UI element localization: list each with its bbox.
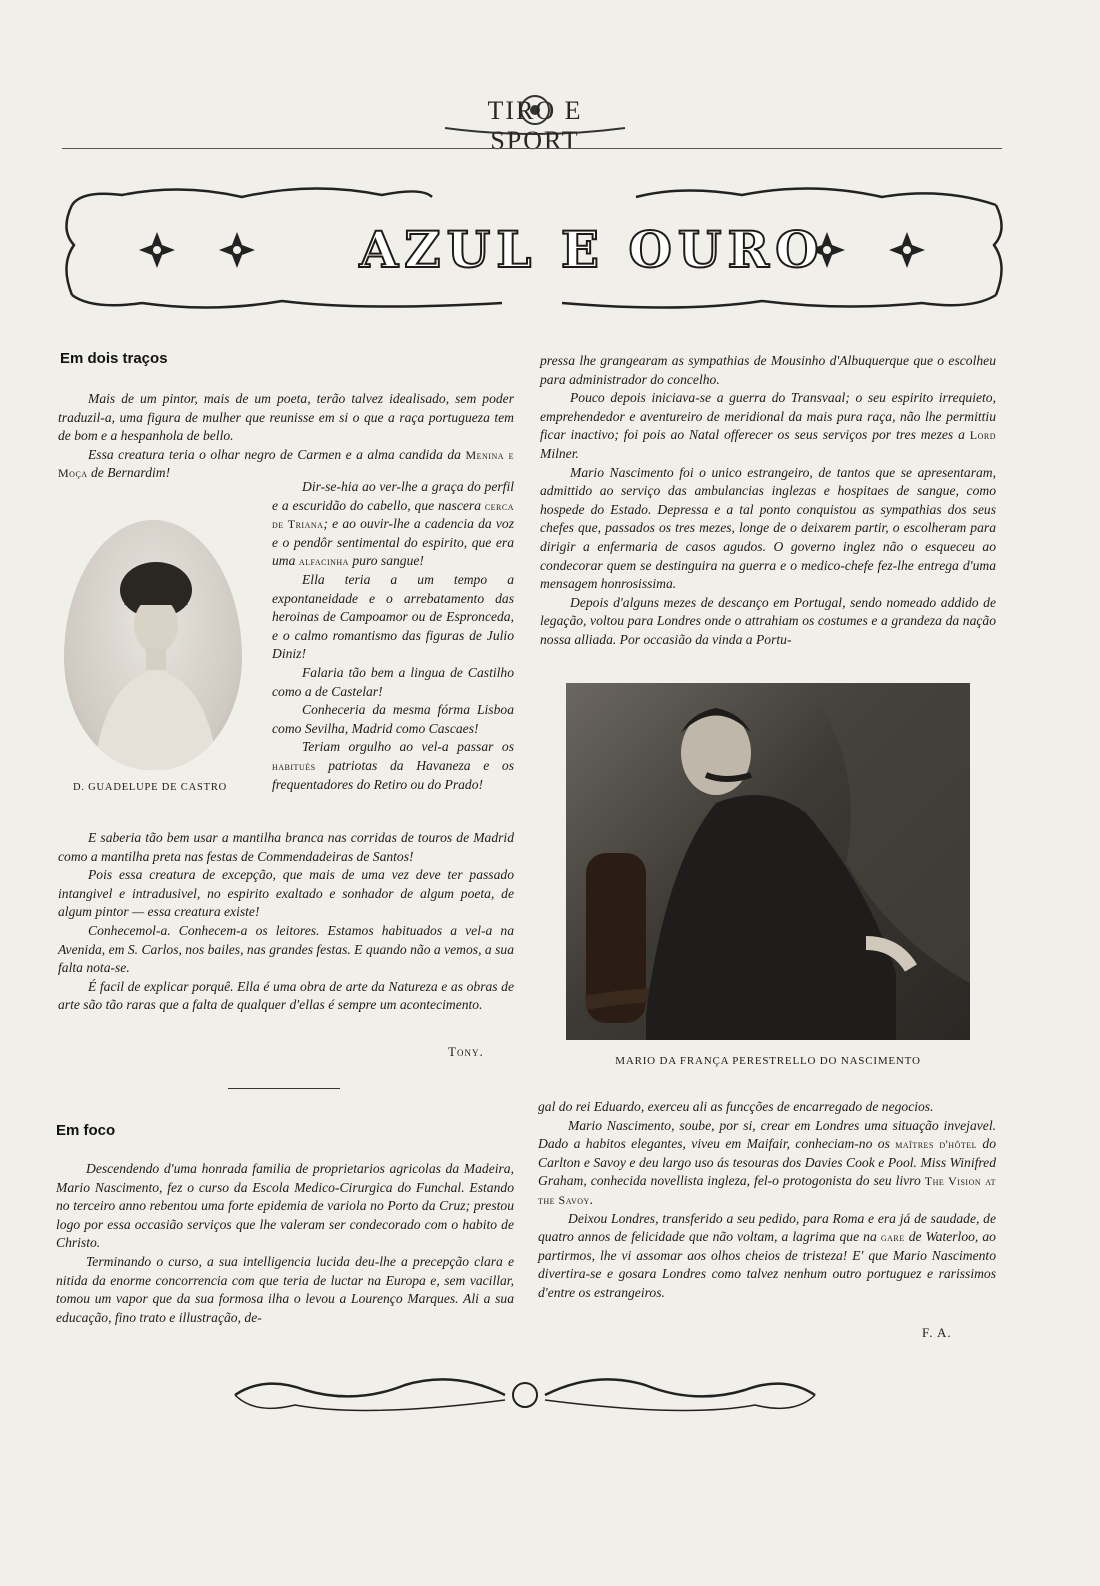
paragraph: Ella teria a um tempo a expontaneidade e o arrebatamento das heroinas de Campoamor ou de Espronceda, e o calmo romantismo das figuras de Julio Diniz! (272, 571, 514, 662)
paragraph: Falaria tão bem a lingua de Castilho como a de Castelar! (272, 664, 514, 699)
section2-text (56, 1160, 514, 1327)
section1-closing (58, 829, 514, 1015)
photo-caption: MARIO DA FRANÇA PERESTRELLO DO NASCIMENTO (615, 1055, 921, 1067)
paragraph: Depois d'alguns mezes de descanço em Portugal, sendo nomeado addido de legação, voltou para Londres onde o attrahiam os costumes e a grandeza da nação nossa alliada. Por occasião da vinda a Portu- (540, 594, 996, 647)
paragraph: Conhecemol-a. Conhecem-a os leitores. Estamos habituados a vel-a na Avenida, em S. Carlos, nos bailes, nas grandes festas. E quando não a vemos, a sua falta nota-se. (58, 922, 514, 976)
paragraph: Deixou Londres, transferido a seu pedido, para Roma e era já de saudade, de quatro annos de felicidade que não voltam, a lagrima que na gare de Waterloo, ao partirmos, lhe vi assomar aos olhos cheios de tristeza! E' que Mario Nascimento divertira-se e gosara Londres como talvez nenhum outro portuguez e rarissimos d'entre os estrangeiros. (538, 1210, 996, 1300)
paragraph: Pois essa creatura de excepção, que mais de uma vez deve ter passado intangivel e intradusivel, no espirito exaltado e sonhador de algum poeta, de algum pintor — essa creatura existe! (58, 867, 514, 920)
bottom-ornament (225, 1370, 825, 1420)
photo-mario-nascimento (566, 683, 970, 1040)
paragraph: pressa lhe grangearam as sympathias de Mousinho d'Albuquerque que o escolheu para administrador do concelho. (540, 353, 996, 387)
paragraph: Descendendo d'uma honrada familia de proprietarios agricolas da Madeira, Mario Nascimento, fez o curso da Escola Medico-Cirurgica do Funchal. Estando no terceiro anno rebentou uma forte epidemia de variola no Porto da Cruz; prestou logo por essa occasião serviços que lhe valeram ser condecorado com o habito de Christo. (56, 1161, 514, 1251)
signature-tony: Tony. (448, 1044, 484, 1059)
paragraph: Mais de um pintor, mais de um poeta, terão talvez idealisado, sem poder traduzil-a, uma figura de mulher que reunisse em si o que a raça portugueza tem de bom e a hespanhola de bello. (58, 391, 514, 444)
paragraph: Essa creatura teria o olhar negro de Carmen e a alma candida da Menina e Moça de Bernardim! (58, 446, 514, 481)
paragraph: É facil de explicar porquê. Ella é uma obra de arte da Natureza e as obras de arte são tão raras que a falta de qualquer d'ellas é sempre um acontecimento. (58, 978, 514, 1013)
right-column-top (540, 352, 996, 650)
paragraph: Conheceria da mesma fórma Lisboa como Sevilha, Madrid como Cascaes! (272, 702, 514, 736)
masthead (440, 90, 630, 155)
section-divider (228, 1088, 340, 1089)
section1-narrow-column (272, 478, 514, 794)
paragraph: Pouco depois iniciava-se a guerra do Transvaal; o seu espirito irrequieto, emprehendedor e aventureiro de meridional da mais pura raça, não lhe permittiu ficar inactivo; foi pois ao Natal offerecer os seus serviços por tres mezes a Lord Milner. (540, 390, 996, 461)
banner-title: AZUL E OURO (359, 220, 825, 279)
right-column-bottom (538, 1098, 996, 1303)
section-heading-em-foco: Em foco (56, 1122, 116, 1139)
paragraph: Terminando o curso, a sua intelligencia lucida deu-lhe a precepção clara e nitida da enorme concorrencia com que teria de luctar na Europa e, sem vacillar, tomou um vapor que da sua formosa ilha o levou a Lourenço Marques. Ali a sua educação, fino trato e illustração, de- (56, 1253, 514, 1325)
paragraph: Mario Nascimento foi o unico estrangeiro, de tantos que se apresentaram, admittido ao serviço das ambulancias inglezas e hospitaes de sangue, como hospede do Estado. Depressa e a tal ponto conquistou as sympathias dos seus chefes que, passados os tres mezes, longe de o deixarem partir, o escolheram para dirigir a enfermaria de casos agudos. O governo inglez não o esqueceu ao condecorar quem se destinguira na guerra e o medico-chefe fez-lhe entrega d'uma mensagem honrosissima. (540, 464, 996, 592)
book-title: Menina e Moça (58, 447, 514, 481)
section-heading-em-dois-tracos: Em dois traços (60, 350, 168, 367)
paragraph: Dir-se-hia ao ver-lhe a graça do perfil e a escuridão do cabello, que nascera cerca de Triana; e ao ouvir-lhe a cadencia da voz e o pendôr sentimental do espirito, que era uma alfacinha puro sangue! (272, 479, 515, 569)
title-banner (62, 185, 1006, 315)
portrait-figure (64, 520, 242, 770)
portrait-caption: D. GUADELUPE DE CASTRO (72, 782, 228, 793)
section1-intro (58, 390, 514, 483)
paragraph: Teriam orgulho ao vel-a passar os habitués patriotas da Havaneza e os frequentadores do Retiro ou do Prado! (272, 739, 514, 792)
portrait-photo (64, 520, 242, 770)
signature-fa: F. A. (922, 1325, 952, 1340)
masthead-title: TIRO E SPORT (487, 96, 583, 155)
paragraph: E saberia tão bem usar a mantilha branca nas corridas de touros de Madrid como a mantilha preta nas festas de Commendadeiras de Santos! (58, 830, 514, 864)
top-rule (62, 148, 1002, 149)
paragraph: gal do rei Eduardo, exerceu ali as funcções de encarregado de negocios. (538, 1099, 934, 1114)
photo-figure (566, 683, 970, 1040)
paragraph: Mario Nascimento, soube, por si, crear em Londres uma situação invejavel. Dado a habitos elegantes, viveu em Maifair, conheciam-no os maîtres d'hôtel do Carlton e Savoy e deu largo uso ás tesouras dos Davies Cook e Pool. Miss Winifred Graham, conhecida novellista ingleza, fel-o protogonista do seu livro The Vision at the Savoy. (538, 1117, 997, 1207)
